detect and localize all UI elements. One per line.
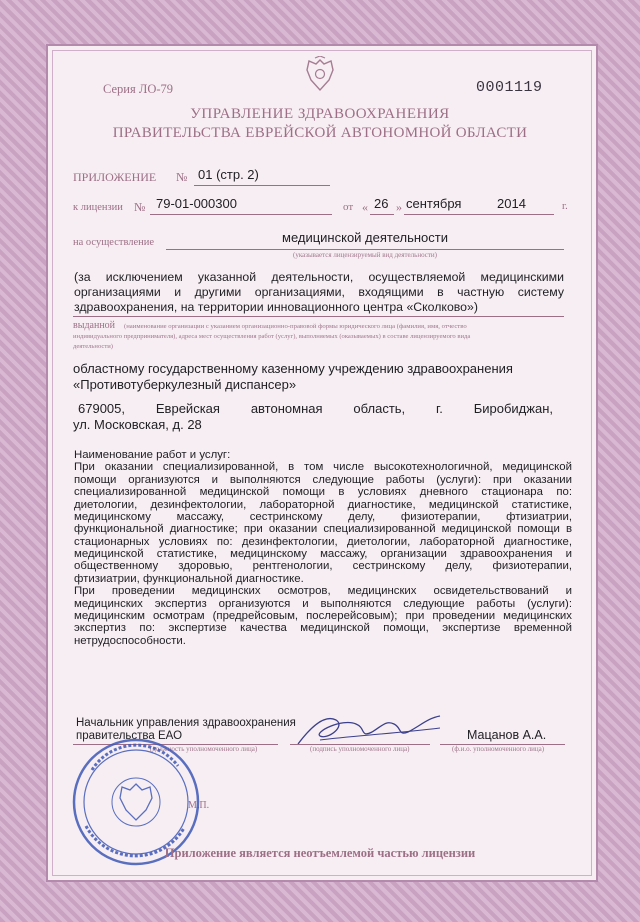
signer-title-line-2: правительства ЕАО bbox=[76, 730, 183, 742]
services-line: медицинских экспертиз организуются и выполняются следующие работы (услуги): bbox=[74, 598, 572, 610]
signature-hint: (подпись уполномоченного лица) bbox=[310, 745, 410, 753]
signer-name: Мацанов А.А. bbox=[467, 728, 547, 742]
org-name-line-1: областному государственному казенному учреждению здравоохранения bbox=[73, 361, 513, 376]
license-year: 2014 bbox=[497, 196, 526, 211]
services-line: медицинской статистике, медицинскому массажу, организации здравоохранения и bbox=[74, 548, 572, 560]
issued-hint-line-3: деятельности) bbox=[73, 343, 113, 350]
license-label: к лицензии bbox=[73, 202, 123, 213]
activity-hint: (указывается лицензируемый вид деятельности) bbox=[292, 251, 438, 259]
address-line-2: ул. Московская, д. 28 bbox=[73, 417, 202, 432]
license-number: 79-01-000300 bbox=[156, 196, 237, 211]
issued-label: выданной bbox=[73, 320, 116, 331]
activity-label: на осуществление bbox=[73, 237, 155, 248]
mp-label: М.П. bbox=[188, 800, 210, 811]
address-line-1: 679005, Еврейская автономная область, г. Биробиджан, bbox=[78, 401, 553, 416]
license-quote-close: » bbox=[396, 200, 402, 214]
license-no-sign: № bbox=[134, 200, 146, 214]
org-name-line-2: «Противотуберкулезный диспансер» bbox=[73, 377, 297, 392]
issued-hint-line-1: (наименование организации с указанием организационно-правовой формы юридического лица (фамилия, имя, отчество bbox=[124, 323, 467, 330]
services-line: специализированной медицинской помощи в условиях дневного стационара по: bbox=[74, 486, 572, 498]
series-label: Серия ЛО-79 bbox=[103, 82, 174, 96]
services-line: общественному здоровью, рентгенологии, сестринскому делу, физиотерапии, bbox=[74, 560, 572, 572]
authority-title-line2: ПРАВИТЕЛЬСТВА ЕВРЕЙСКОЙ АВТОНОМНОЙ ОБЛАСТИ bbox=[112, 125, 528, 141]
services-line: стационарных условиях по: дезинфектологии, диетологии, лабораторной диагностике, bbox=[74, 536, 572, 548]
license-year-suffix: г. bbox=[562, 201, 568, 212]
issued-hint-line-2: индивидуального предпринимателя), адреса мест осуществления работ (услуг), выполняемых (оказываемых) в составе лицензируемого вида bbox=[73, 333, 471, 340]
services-line: диетологии, дезинфектологии, лабораторной диагностике, медицинской статистике, bbox=[74, 499, 572, 511]
services-line: функциональной диагностике; при оказании специализированной медицинской помощи в bbox=[74, 523, 572, 535]
services-line: фтизиатрии, функциональной диагностике. bbox=[74, 573, 304, 585]
services-line: При оказании специализированной, в том числе высокотехнологичной, медицинской bbox=[74, 461, 572, 473]
position-hint: (должность уполномоченного лица) bbox=[150, 745, 258, 753]
activity-note-line-3: здравоохранения, на территории инновационного центра «Сколково») bbox=[74, 300, 478, 314]
signer-title-line-1: Начальник управления здравоохранения bbox=[76, 717, 296, 729]
services-line: нетрудоспособности. bbox=[74, 635, 186, 647]
activity-note-line-1: (за исключением указанной деятельности, осуществляемой медицинскими bbox=[74, 270, 564, 284]
form-number: 0001119 bbox=[476, 79, 543, 96]
services-line: медицинскому массажу, сестринскому делу, физиотерапии, фтизиатрии, bbox=[74, 511, 572, 523]
appendix-no-sign: № bbox=[176, 170, 188, 184]
appendix-value: 01 (стр. 2) bbox=[198, 167, 259, 182]
appendix-label: ПРИЛОЖЕНИЕ bbox=[73, 170, 157, 184]
footer-text: Приложение является неотъемлемой частью лицензии bbox=[164, 846, 476, 860]
services-line: экспертиз по: экспертизе качества медицинской помощи, экспертизе временной bbox=[74, 622, 572, 634]
license-day: 26 bbox=[374, 196, 389, 211]
activity-value: медицинской деятельности bbox=[282, 230, 448, 245]
license-quote-open: « bbox=[362, 200, 368, 214]
coat-of-arms-icon bbox=[303, 56, 337, 96]
license-month: сентября bbox=[406, 196, 462, 211]
license-from: от bbox=[343, 201, 354, 213]
services-line: При проведении медицинских осмотров, медицинских освидетельствований и bbox=[74, 585, 572, 597]
name-hint: (ф.и.о. уполномоченного лица) bbox=[452, 745, 545, 753]
activity-note-line-2: организациями и другими организациями, входящими в частную систему bbox=[74, 285, 564, 299]
services-line: помощи организуются и выполняются следующие работы (услуги): при оказании bbox=[74, 474, 572, 486]
services-line: медицинским осмотрам (предрейсовым, послерейсовым); при проведении медицинских bbox=[74, 610, 572, 622]
authority-title-line1: УПРАВЛЕНИЕ ЗДРАВООХРАНЕНИЯ bbox=[190, 106, 450, 122]
services-heading: Наименование работ и услуг: bbox=[74, 449, 231, 461]
